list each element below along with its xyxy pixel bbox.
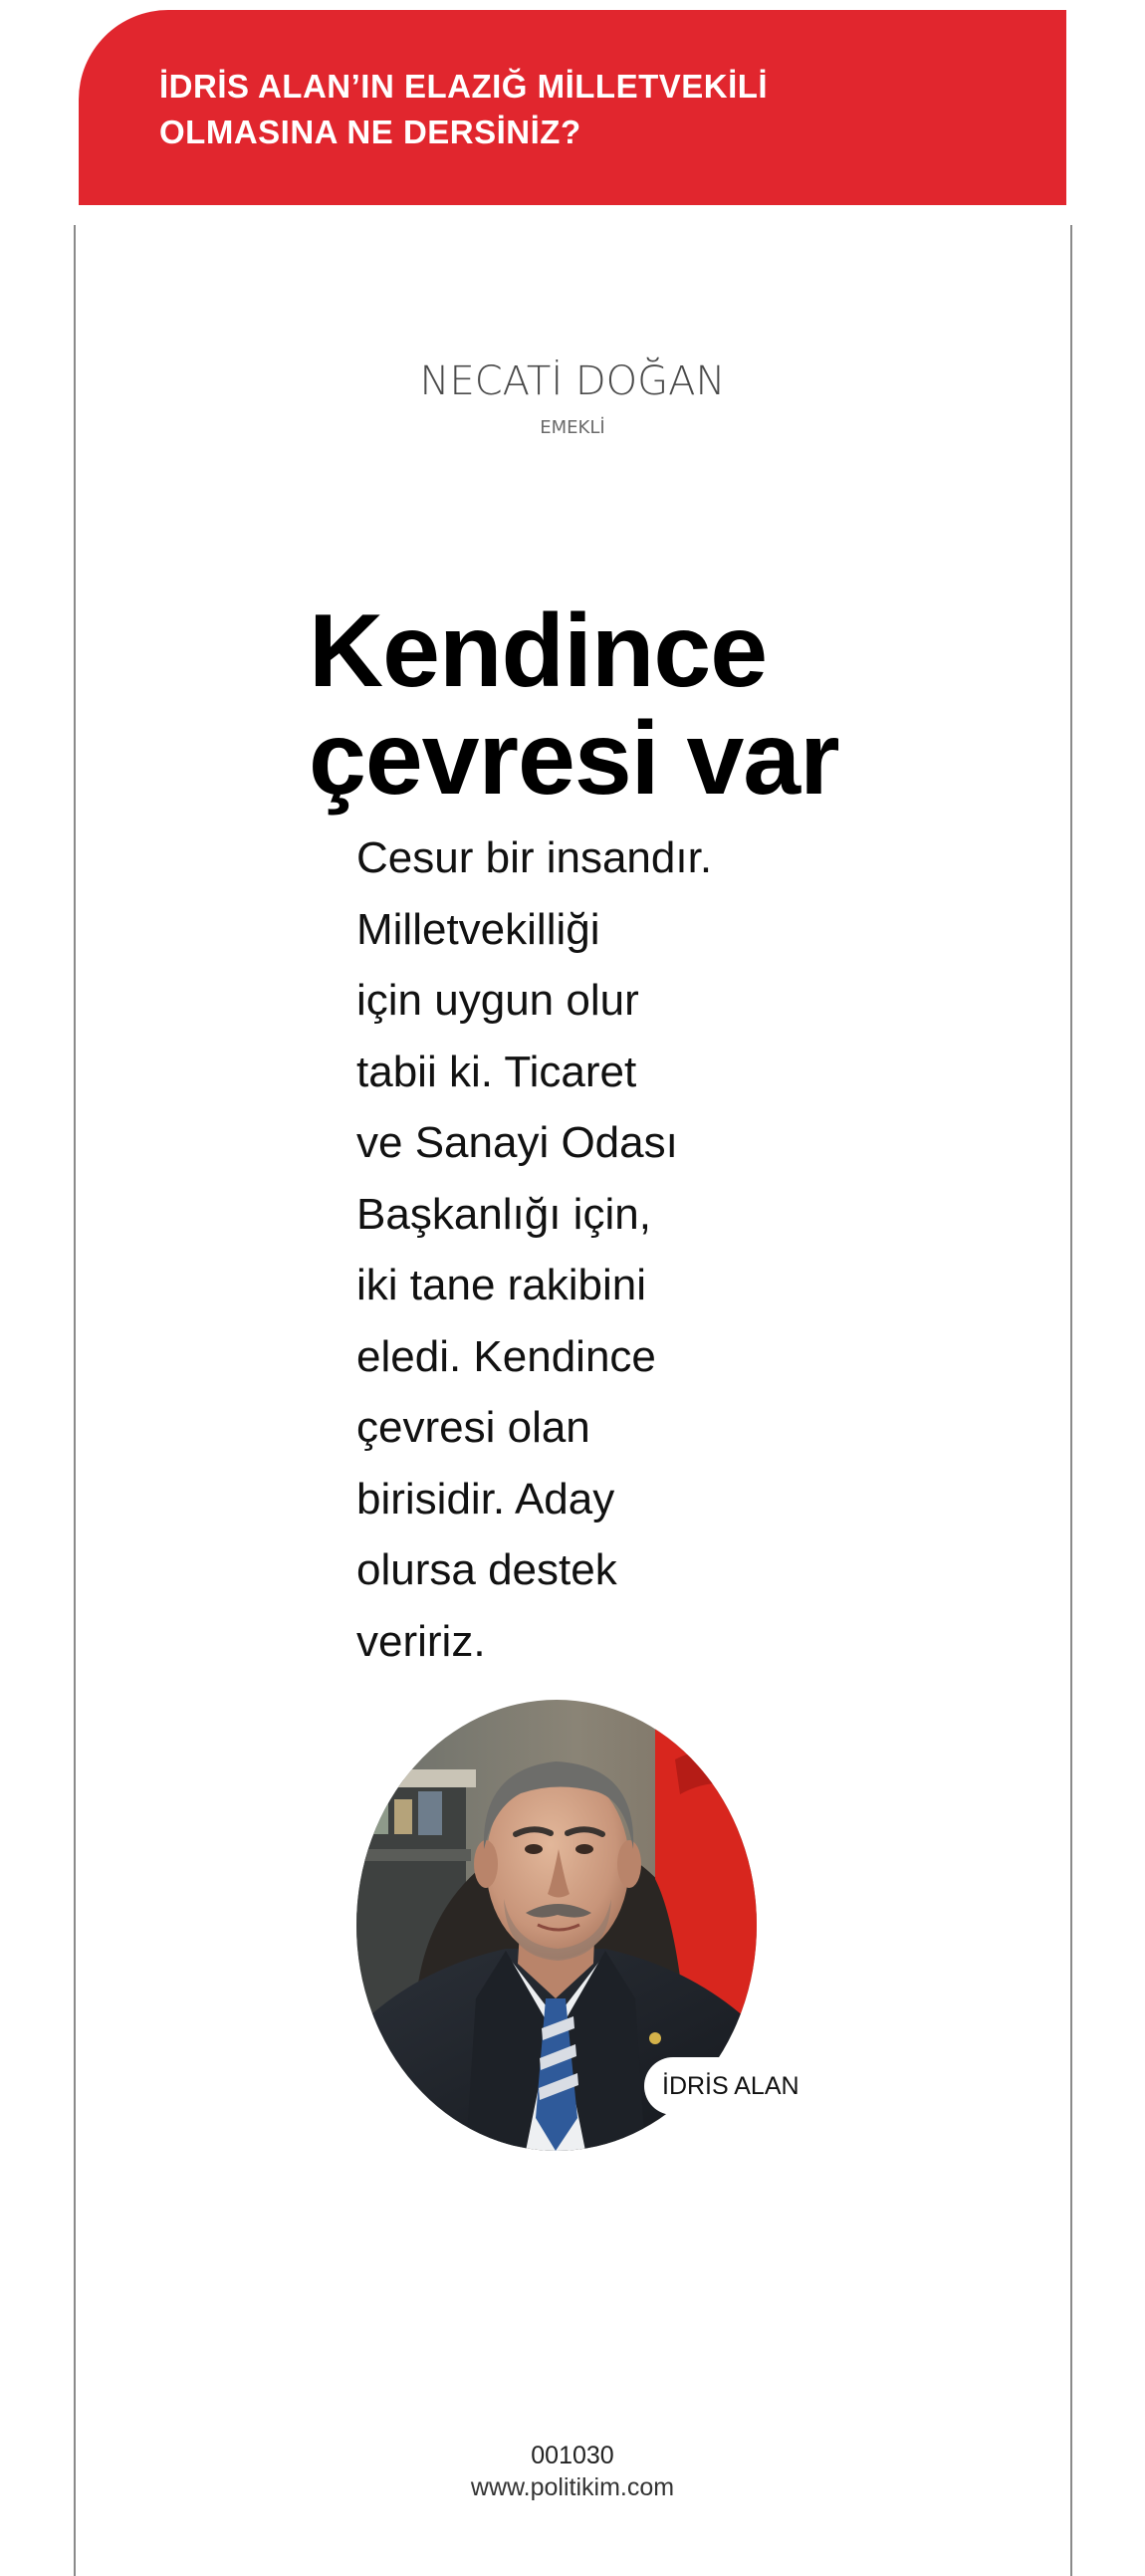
- author-role: EMEKLİ: [540, 417, 605, 438]
- body-line: iki tane rakibini: [356, 1261, 647, 1309]
- author-name: NECATİ DOĞAN: [419, 358, 726, 404]
- article-headline: [309, 593, 906, 817]
- right-border-rule: [1070, 225, 1072, 2576]
- body-line: Milletvekilliği: [356, 904, 600, 954]
- header-banner: [79, 10, 1066, 205]
- footer-url[interactable]: www.politikim.com: [470, 2473, 675, 2501]
- header-question-line-1: İDRİS ALAN’IN ELAZIĞ MİLLETVEKİLİ: [159, 68, 769, 105]
- body-line: veririz.: [356, 1616, 486, 1666]
- body-line: birisidir. Aday: [356, 1474, 615, 1523]
- header-question-line-2: OLMASINA NE DERSİNİZ?: [159, 114, 581, 150]
- body-line: ve Sanayi Odası: [356, 1118, 678, 1167]
- article-body: [356, 822, 715, 1677]
- body-line: eledi. Kendince: [356, 1331, 656, 1381]
- body-line: için uygun olur: [356, 976, 639, 1025]
- body-line: tabii ki. Ticaret: [356, 1047, 637, 1096]
- footer-code: 001030: [531, 2442, 614, 2469]
- headline-line-2: çevresi var: [309, 701, 839, 817]
- body-line: çevresi olan: [356, 1403, 590, 1452]
- headline-line-1: Kendince: [309, 593, 768, 709]
- photo-caption: İDRİS ALAN: [644, 2057, 817, 2115]
- left-border-rule: [74, 225, 76, 2576]
- header-question: [159, 64, 956, 155]
- body-line: Cesur bir insandır.: [356, 833, 713, 882]
- body-line: olursa destek: [356, 1545, 617, 1594]
- body-line: Başkanlığı için,: [356, 1189, 651, 1239]
